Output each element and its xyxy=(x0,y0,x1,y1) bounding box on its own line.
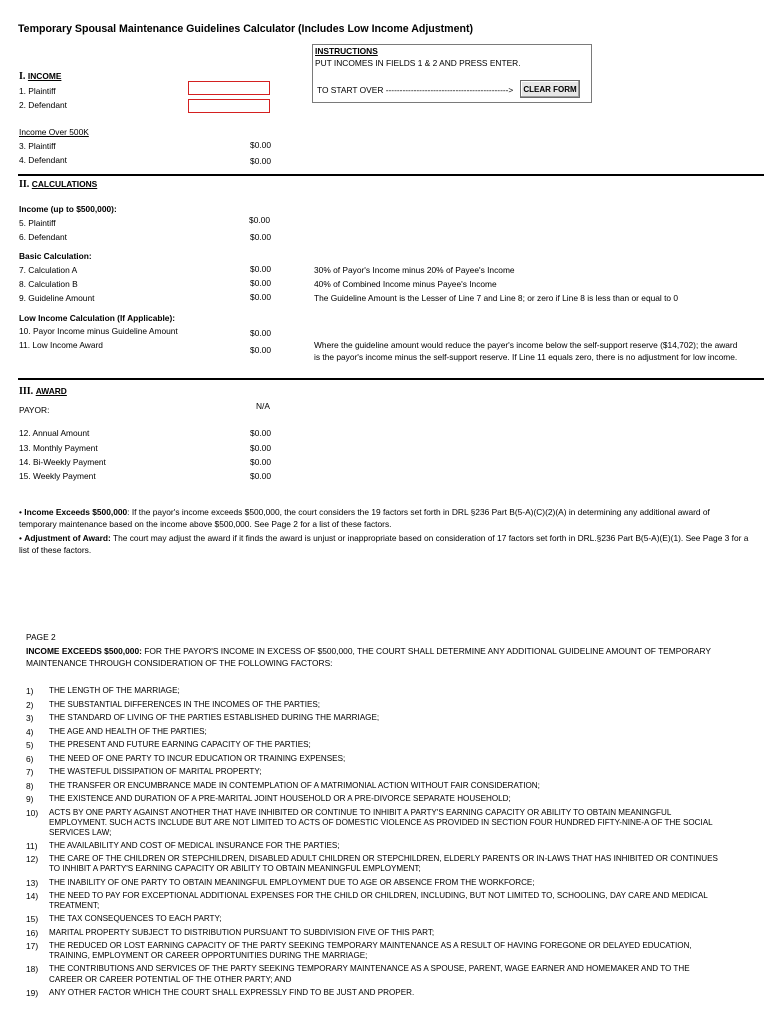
income-upto-heading: Income (up to $500,000): xyxy=(19,204,117,214)
over-plaintiff-value: $0.00 xyxy=(250,140,271,150)
factor-number: 10) xyxy=(26,807,39,818)
factor-text: THE TAX CONSEQUENCES TO EACH PARTY; xyxy=(49,914,222,924)
factor-number: 1) xyxy=(26,686,34,696)
note-adjustment-title: Adjustment of Award: xyxy=(24,533,111,543)
over-defendant-label: 4. Defendant xyxy=(19,155,67,165)
factor-number: 4) xyxy=(26,726,34,737)
factor-text: THE NEED TO PAY FOR EXCEPTIONAL ADDITIONAL EXPENSES FOR THE CHILD OR CHILDREN, INCLUDING, BUT NOT LIMITED TO, SCHOOLING, DAY CARE AND MEDICAL TREATMENT; xyxy=(49,891,708,911)
page-2-intro-text: FOR THE PAYOR'S INCOME IN EXCESS OF $500,000, THE COURT SHALL DETERMINE ANY ADDITIONAL GUIDELINE AMOUNT OF TEMPORARY MAINTENANCE THROUGH CONSIDERATION OF THE FOLLOWING FACTORS: xyxy=(26,646,711,669)
calculations-section-heading xyxy=(19,179,97,191)
annual-amount-value: $0.00 xyxy=(250,428,271,438)
payor-minus-guideline-value: $0.00 xyxy=(250,328,271,338)
factor-item xyxy=(26,854,718,874)
factor-item xyxy=(26,794,718,805)
upto-plaintiff-label: 5. Plaintiff xyxy=(19,218,56,228)
section-divider-1 xyxy=(18,174,764,176)
defendant-income-input[interactable] xyxy=(188,99,270,113)
upto-plaintiff-value: $0.00 xyxy=(249,215,270,225)
factor-item xyxy=(26,727,718,738)
income-over-heading: Income Over 500K xyxy=(19,127,89,137)
factor-number: 9) xyxy=(26,794,34,804)
factor-item xyxy=(26,781,718,792)
factor-number: 2) xyxy=(26,699,34,710)
defendant-income-label: 2. Defendant xyxy=(19,100,67,110)
note-income-exceeds-title: Income Exceeds $500,000 xyxy=(24,507,128,517)
payor-label: PAYOR: xyxy=(19,405,50,415)
monthly-payment-label: 13. Monthly Payment xyxy=(19,443,98,453)
instructions-line-2: TO START OVER --------------------------------------------> xyxy=(317,85,514,95)
calc-a-value: $0.00 xyxy=(250,264,271,274)
biweekly-payment-label: 14. Bi-Weekly Payment xyxy=(19,457,106,467)
factors-list xyxy=(26,686,718,1001)
income-roman: I. xyxy=(19,71,26,82)
factor-item xyxy=(26,808,718,838)
note-adjustment-text: The court may adjust the award if it finds the award is unjust or inappropriate based on consideration of 17 factors set forth in DRL.§236 Part B(5-A)(E)(1). See Page 3 for a list of these factors. xyxy=(19,533,749,556)
clear-form-button[interactable]: CLEAR FORM xyxy=(520,80,580,98)
factor-item xyxy=(26,700,718,711)
factor-item xyxy=(26,713,718,724)
factor-text: THE EXISTENCE AND DURATION OF A PRE-MARITAL JOINT HOUSEHOLD OR A PRE-DIVORCE SEPARATE HOUSEHOLD; xyxy=(49,794,511,803)
factor-text: THE WASTEFUL DISSIPATION OF MARITAL PROPERTY; xyxy=(49,767,262,776)
calc-b-label: 8. Calculation B xyxy=(19,279,78,289)
calc-a-label: 7. Calculation A xyxy=(19,265,78,275)
factor-number: 6) xyxy=(26,753,34,764)
factor-item xyxy=(26,928,718,939)
basic-calculation-heading: Basic Calculation: xyxy=(19,251,92,261)
factor-item xyxy=(26,988,718,999)
factor-item xyxy=(26,686,718,697)
factor-item xyxy=(26,914,718,925)
factor-text: THE INABILITY OF ONE PARTY TO OBTAIN MEANINGFUL EMPLOYMENT DUE TO AGE OR ABSENCE FROM THE WORKFORCE; xyxy=(49,877,535,887)
factor-number: 15) xyxy=(26,914,39,925)
factor-number: 7) xyxy=(26,767,34,777)
calc-a-description: 30% of Payor's Income minus 20% of Payee's Income xyxy=(314,265,515,275)
factor-text: THE STANDARD OF LIVING OF THE PARTIES ESTABLISHED DURING THE MARRIAGE; xyxy=(49,713,380,722)
annual-amount-label: 12. Annual Amount xyxy=(19,428,90,438)
weekly-payment-value: $0.00 xyxy=(250,471,271,481)
factor-text: THE AGE AND HEALTH OF THE PARTIES; xyxy=(49,726,207,736)
factor-item xyxy=(26,754,718,765)
factor-text: THE CONTRIBUTIONS AND SERVICES OF THE PARTY SEEKING TEMPORARY MAINTENANCE AS A SPOUSE, PARENT, WAGE EARNER AND HOMEMAKER AND TO THE CAREER OR CAREER POTENTIAL OF THE OTHER PARTY; AND xyxy=(49,964,690,984)
factor-number: 5) xyxy=(26,740,34,750)
factor-number: 12) xyxy=(26,854,39,865)
low-income-award-value: $0.00 xyxy=(250,345,271,355)
page-2-intro xyxy=(26,645,716,669)
plaintiff-income-input[interactable] xyxy=(188,81,270,95)
factor-number: 16) xyxy=(26,927,39,938)
factor-text: THE AVAILABILITY AND COST OF MEDICAL INSURANCE FOR THE PARTIES; xyxy=(49,840,340,850)
factor-text: THE SUBSTANTIAL DIFFERENCES IN THE INCOMES OF THE PARTIES; xyxy=(49,699,321,709)
calc-b-value: $0.00 xyxy=(250,278,271,288)
payor-minus-guideline-label: 10. Payor Income minus Guideline Amount xyxy=(19,326,178,336)
guideline-amount-label: 9. Guideline Amount xyxy=(19,293,95,303)
instructions-panel xyxy=(312,44,592,103)
guideline-amount-description: The Guideline Amount is the Lesser of Line 7 and Line 8; or zero if Line 8 is less than or equal to 0 xyxy=(314,293,679,303)
note-income-exceeds-text: : If the payor's income exceeds $500,000, the court considers the 19 factors set forth in DRL §236 Part B(5-A)(C)(2)(A) in determining any additional award of temporary maintenance based on the income above $500,000. See Page 2 for a list of these factors. xyxy=(19,507,710,530)
instructions-line-1: PUT INCOMES IN FIELDS 1 & 2 AND PRESS ENTER. xyxy=(315,58,521,68)
payor-value: N/A xyxy=(256,401,270,411)
factor-text: THE PRESENT AND FUTURE EARNING CAPACITY OF THE PARTIES; xyxy=(49,740,311,749)
instructions-heading: INSTRUCTIONS xyxy=(315,46,378,56)
factor-text: THE NEED OF ONE PARTY TO INCUR EDUCATION OR TRAINING EXPENSES; xyxy=(49,753,346,763)
factor-item xyxy=(26,891,718,911)
note-adjustment xyxy=(19,532,749,556)
income-heading: INCOME xyxy=(27,71,62,81)
factor-text: THE REDUCED OR LOST EARNING CAPACITY OF THE PARTY SEEKING TEMPORARY MAINTENANCE AS A RESULT OF HAVING FOREGONE OR DELAYED EDUCATION, TRAINING, EMPLOYMENT OR CAREER OPPORTUNITIES DURING THE MARRIAGE; xyxy=(49,941,692,961)
factor-number: 18) xyxy=(26,964,39,975)
section-divider-2 xyxy=(18,378,764,380)
factor-number: 19) xyxy=(26,987,39,998)
factor-number: 17) xyxy=(26,941,39,952)
low-income-award-description: Where the guideline amount would reduce the payer's income below the self-support reserve ($14,702); the award is the payor's income minus the self-support reserve. If Line 11 equals zero, there is no adjustment for low income. xyxy=(314,340,738,363)
factor-item xyxy=(26,740,718,751)
plaintiff-income-label: 1. Plaintiff xyxy=(19,86,56,96)
factor-number: 11) xyxy=(26,840,38,851)
bullet-icon: • xyxy=(19,507,22,517)
calculations-heading: CALCULATIONS xyxy=(31,179,98,189)
factor-item xyxy=(26,941,718,961)
factor-number: 3) xyxy=(26,713,34,723)
page-title: Temporary Spousal Maintenance Guidelines Calculator (Includes Low Income Adjustment) xyxy=(18,23,474,35)
factor-number: 14) xyxy=(26,891,39,902)
factor-number: 13) xyxy=(26,877,39,888)
guideline-amount-value: $0.00 xyxy=(250,292,271,302)
factor-number: 8) xyxy=(26,780,34,791)
biweekly-payment-value: $0.00 xyxy=(250,457,271,467)
note-income-exceeds xyxy=(19,506,749,530)
factor-text: THE TRANSFER OR ENCUMBRANCE MADE IN CONTEMPLATION OF A MATRIMONIAL ACTION WITHOUT FAIR CONSIDERATION; xyxy=(49,780,540,790)
factor-item xyxy=(26,878,718,889)
factor-text: ACTS BY ONE PARTY AGAINST ANOTHER THAT HAVE INHIBITED OR CONTINUE TO INHIBIT A PARTY'S EARNING CAPACITY OR ABILITY TO OBTAIN MEANINGFUL EMPLOYMENT. SUCH ACTS INCLUDE BUT ARE NOT LIMITED TO ACTS OF DOMESTIC VIOLENCE AS PROVIDED IN SECTION FOUR HUNDRED FIFTY-NINE-A OF THE SOCIAL SERVICES LAW; xyxy=(49,807,713,837)
award-roman: III. xyxy=(19,386,34,397)
page-2-intro-title: INCOME EXCEEDS $500,000: xyxy=(26,646,142,656)
calc-b-description: 40% of Combined Income minus Payee's Income xyxy=(314,279,497,289)
bullet-icon: • xyxy=(19,533,22,543)
factor-item xyxy=(26,767,718,778)
upto-defendant-label: 6. Defendant xyxy=(19,232,67,242)
over-defendant-value: $0.00 xyxy=(250,156,271,166)
award-heading: AWARD xyxy=(35,386,67,396)
upto-defendant-value: $0.00 xyxy=(250,232,271,242)
low-income-heading: Low Income Calculation (If Applicable): xyxy=(19,313,176,323)
page-2-label: PAGE 2 xyxy=(26,632,56,642)
over-plaintiff-label: 3. Plaintiff xyxy=(19,141,56,151)
weekly-payment-label: 15. Weekly Payment xyxy=(19,471,96,481)
monthly-payment-value: $0.00 xyxy=(250,443,271,453)
factor-text: ANY OTHER FACTOR WHICH THE COURT SHALL EXPRESSLY FIND TO BE JUST AND PROPER. xyxy=(49,987,415,997)
factor-text: MARITAL PROPERTY SUBJECT TO DISTRIBUTION PURSUANT TO SUBDIVISION FIVE OF THIS PART; xyxy=(49,927,435,937)
low-income-award-label: 11. Low Income Award xyxy=(19,340,103,350)
income-section-heading xyxy=(19,71,61,83)
award-section-heading xyxy=(19,386,67,398)
factor-text: THE LENGTH OF THE MARRIAGE; xyxy=(49,686,180,695)
calculations-roman: II. xyxy=(19,179,30,190)
factor-item xyxy=(26,964,718,984)
factor-item xyxy=(26,841,718,852)
factor-text: THE CARE OF THE CHILDREN OR STEPCHILDREN, DISABLED ADULT CHILDREN OR STEPCHILDREN, ELDERLY PARENTS OR IN-LAWS THAT HAS INHIBITED OR CONTINUES TO INHIBIT A PARTY'S EARNING CAPACITY OR ABILITY TO OBTAIN MEANINGFUL EMPLOYMENT; xyxy=(49,854,718,874)
